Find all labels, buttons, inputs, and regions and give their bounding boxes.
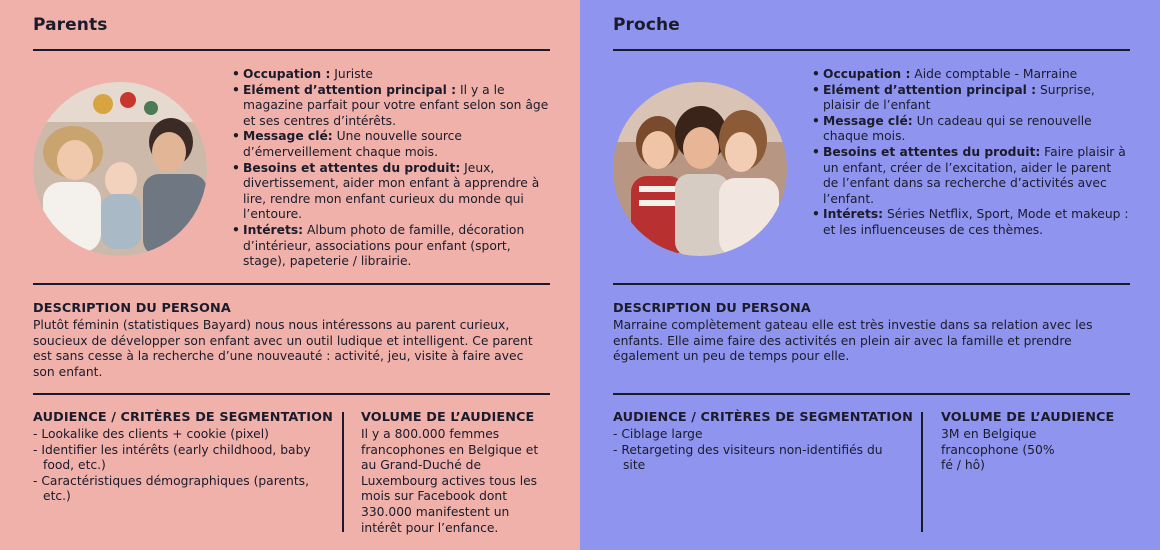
volume-text: 3M en Belgique francophone (50% fé / hô) [941, 427, 1055, 473]
persona-photo [613, 82, 787, 256]
persona-bullets [232, 67, 550, 270]
list-item: - Caractéristiques démographiques (parents, etc.) [33, 473, 309, 504]
bullet-attention: • Elément d’attention principal : Surprise, plaisir de l’enfant [812, 83, 1130, 114]
divider [33, 49, 550, 51]
volume-title: VOLUME DE L’AUDIENCE [361, 410, 535, 425]
description-text: Marraine complètement gateau elle est très investie dans sa relation avec les enfants. Elle aime faire des activités en plein air avec la famille et prendre également un peu de temps pour elle. [613, 318, 1093, 364]
description-text: Plutôt féminin (statistiques Bayard) nous nous intéressons au parent curieux, soucieux de développer son enfant avec un outil ludique et intelligent. Ce parent est sans cesse à la recherche d’une nouveauté : activité, jeu, visite à faire avec son enfant. [33, 318, 533, 379]
divider [613, 393, 1130, 395]
audience-title: AUDIENCE / CRITÈRES DE SEGMENTATION [613, 410, 913, 425]
audience-list [33, 427, 328, 505]
persona-photo [33, 82, 207, 256]
divider [613, 49, 1130, 51]
bullet-occupation: • Occupation : Aide comptable - Marraine [812, 67, 1130, 83]
description-title: DESCRIPTION DU PERSONA [33, 301, 231, 316]
divider [33, 393, 550, 395]
audience-list [613, 427, 893, 474]
panel-title: Proche [613, 15, 680, 35]
bullet-attention: • Elément d’attention principal : Il y a le magazine parfait pour votre enfant selon son âge et ses centres d’intérêts. [232, 83, 550, 130]
audience-title: AUDIENCE / CRITÈRES DE SEGMENTATION [33, 410, 333, 425]
panel-title: Parents [33, 15, 108, 35]
divider [613, 283, 1130, 285]
description-title: DESCRIPTION DU PERSONA [613, 301, 811, 316]
bullet-needs: • Besoins et attentes du produit: Faire plaisir à un enfant, créer de l’excitation, aider le parent de l’enfant dans sa recherche d’activités avec l’enfant. [812, 145, 1130, 207]
persona-bullets [812, 67, 1130, 239]
list-item: - Identifier les intérêts (early childhood, baby food, etc.) [33, 442, 311, 473]
persona-panel-proche [580, 0, 1160, 550]
bullet-message: • Message clé: Un cadeau qui se renouvelle chaque mois. [812, 114, 1130, 145]
bullet-interests: • Intérets: Album photo de famille, décoration d’intérieur, associations pour enfant (sport, stage), papeterie / librairie. [232, 223, 550, 270]
list-item: - Ciblage large [613, 427, 703, 441]
bullet-needs: • Besoins et attentes du produit: Jeux, divertissement, aider mon enfant à apprendre à lire, rendre mon enfant curieux du monde qui l’entoure. [232, 161, 550, 223]
divider [33, 283, 550, 285]
family-photo-illustration [33, 82, 207, 256]
bullet-interests: • Intérets: Séries Netflix, Sport, Mode et makeup : et les influenceuses de ces thèmes. [812, 207, 1130, 238]
volume-title: VOLUME DE L’AUDIENCE [941, 410, 1115, 425]
volume-text: Il y a 800.000 femmes francophones en Belgique et au Grand-Duché de Luxembourg actives tous les mois sur Facebook dont 330.000 manifestent un intérêt pour l’enfance. [361, 427, 539, 535]
vertical-divider [342, 412, 344, 532]
godmother-photo-illustration [613, 82, 787, 256]
bullet-occupation: • Occupation : Juriste [232, 67, 550, 83]
vertical-divider [921, 412, 923, 532]
list-item: - Retargeting des visiteurs non-identifiés du site [613, 442, 883, 473]
bullet-message: • Message clé: Une nouvelle source d’émerveillement chaque mois. [232, 129, 550, 160]
list-item: - Lookalike des clients + cookie (pixel) [33, 427, 269, 441]
